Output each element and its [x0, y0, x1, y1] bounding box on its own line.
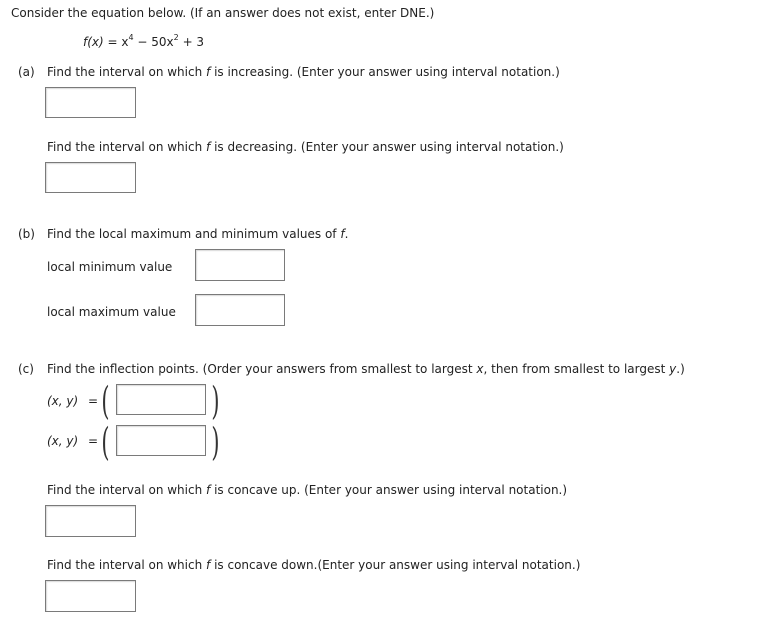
- part-a-question-decreasing: [47, 139, 564, 155]
- part-b-marker: (b): [18, 227, 35, 241]
- question-text: Find the local maximum and minimum values of: [47, 227, 341, 241]
- increasing-interval-box[interactable]: [45, 87, 136, 118]
- local-minimum-label: local minimum value: [47, 260, 173, 274]
- function-symbol: f: [206, 65, 211, 79]
- concave-down-box[interactable]: [45, 580, 136, 612]
- part-c-question: [47, 361, 685, 377]
- inflection-point-2-open-paren: (: [101, 420, 110, 464]
- inflection-point-1-close-paren: ): [211, 379, 220, 423]
- question-text: .): [676, 362, 685, 376]
- function-symbol: f: [206, 558, 211, 572]
- increasing-interval-input[interactable]: [46, 88, 135, 117]
- function-symbol: f: [340, 227, 345, 241]
- local-maximum-input[interactable]: [196, 295, 284, 325]
- decreasing-interval-box[interactable]: [45, 162, 136, 193]
- question-text: Find the interval on which: [47, 558, 207, 572]
- concave-up-input[interactable]: [46, 506, 135, 536]
- part-a-question-increasing: [47, 64, 560, 80]
- inflection-point-1-box[interactable]: [116, 384, 206, 415]
- inflection-point-1-open-paren: (: [101, 379, 110, 423]
- question-text: is concave up. (Enter your answer using interval notation.): [210, 483, 568, 497]
- concave-up-question: [47, 482, 567, 498]
- inflection-point-1-equals: =: [88, 394, 99, 408]
- function-symbol: f: [206, 483, 211, 497]
- variable-x: x: [476, 362, 484, 376]
- part-c-marker: (c): [18, 362, 34, 376]
- question-text: is decreasing. (Enter your answer using interval notation.): [210, 140, 564, 154]
- intro-text: Consider the equation below. (If an answer does not exist, enter DNE.): [11, 6, 435, 20]
- inflection-point-2-label: (x, y): [47, 434, 79, 448]
- inflection-point-1-label: (x, y): [47, 394, 79, 408]
- equation-equals: =: [103, 35, 122, 49]
- decreasing-interval-input[interactable]: [46, 163, 135, 192]
- inflection-point-2-close-paren: ): [211, 420, 220, 464]
- local-maximum-box[interactable]: [195, 294, 285, 326]
- inflection-point-2-box[interactable]: [116, 425, 206, 456]
- concave-down-input[interactable]: [46, 581, 135, 611]
- part-b-question: [47, 226, 348, 242]
- question-text: Find the inflection points. (Order your answers from smallest to largest: [47, 362, 477, 376]
- equation-middle: − 50x: [133, 35, 174, 49]
- part-a-marker: (a): [18, 65, 35, 79]
- equation-term1-exponent: 4: [128, 33, 134, 42]
- function-symbol: f: [206, 140, 211, 154]
- question-text: is concave down.(Enter your answer using interval notation.): [210, 558, 581, 572]
- local-minimum-box[interactable]: [195, 249, 285, 281]
- equation-term1: x: [121, 35, 129, 49]
- question-text: is increasing. (Enter your answer using interval notation.): [210, 65, 560, 79]
- question-text: .: [344, 227, 349, 241]
- question-text: Find the interval on which: [47, 65, 207, 79]
- local-maximum-label: local maximum value: [47, 305, 176, 319]
- concave-up-box[interactable]: [45, 505, 136, 537]
- equation-tail: + 3: [178, 35, 205, 49]
- local-minimum-input[interactable]: [196, 250, 284, 280]
- equation-term2-exponent: 2: [173, 33, 179, 42]
- question-text: Find the interval on which: [47, 483, 207, 497]
- question-text: , then from smallest to largest: [483, 362, 670, 376]
- variable-y: y: [669, 362, 677, 376]
- inflection-point-1-input[interactable]: [117, 385, 205, 414]
- inflection-point-2-input[interactable]: [117, 426, 205, 455]
- concave-down-question: [47, 557, 580, 573]
- equation: [83, 34, 204, 50]
- question-text: Find the interval on which: [47, 140, 207, 154]
- equation-lhs: f(x): [83, 35, 104, 49]
- inflection-point-2-equals: =: [88, 434, 99, 448]
